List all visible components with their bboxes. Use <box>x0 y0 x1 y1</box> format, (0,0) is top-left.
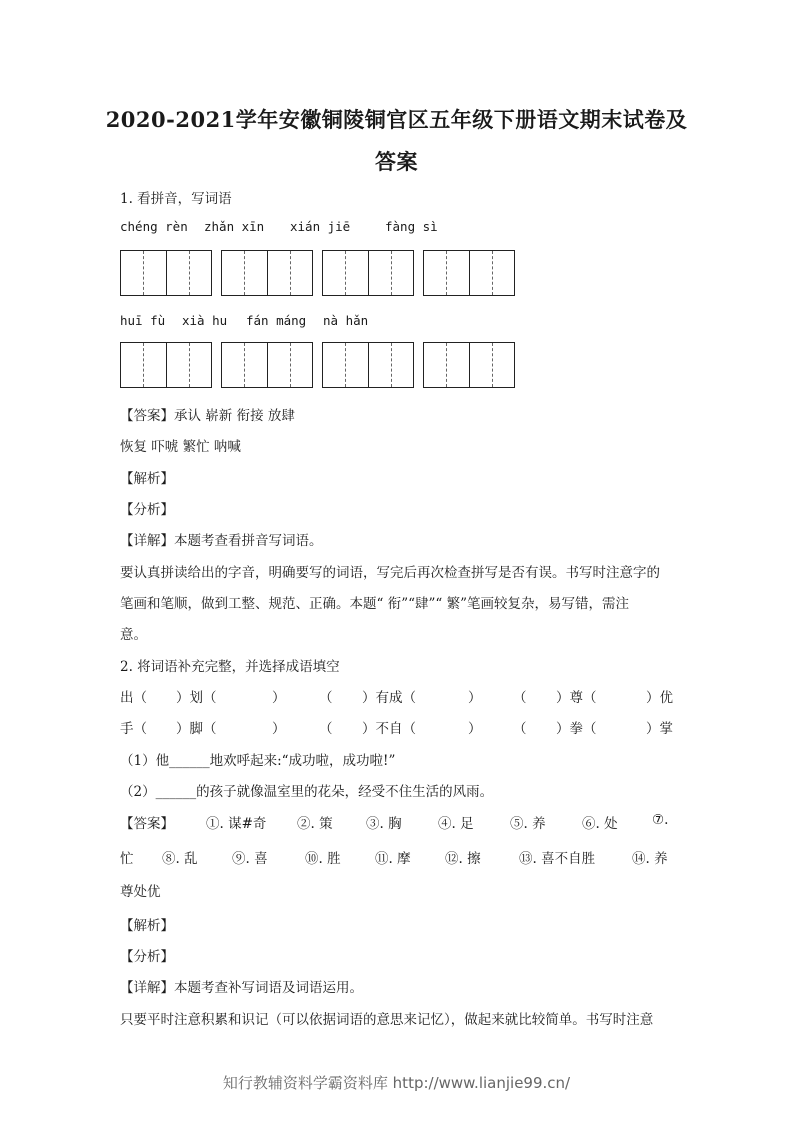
q1-answer: 【答案】承认 崭新 衔接 放肆 <box>120 408 295 424</box>
pinyin-item: xián jiē <box>290 219 351 234</box>
answer-item: ⑥. 处 <box>582 816 618 832</box>
fill-segment: （ <box>513 690 527 706</box>
answer-item: ④. 足 <box>438 816 474 832</box>
fill-segment: ）不自（ <box>362 721 416 737</box>
q2-fenxi: 【分析】 <box>120 949 174 965</box>
writing-box[interactable] <box>322 342 414 388</box>
answer-item: ⑫. 擦 <box>445 851 481 867</box>
q2-answer-line3: 尊处优 <box>120 884 161 900</box>
q1-paragraph-line: 笔画和笔顺，做到工整、规范、正确。本题“ 衔”“肆”“ 繁”笔画较复杂，易写错，需注 <box>120 596 629 612</box>
fill-segment: 出（ <box>120 690 147 706</box>
q2-sentence-1: （1）他______地欢呼起来:“成功啦，成功啦!” <box>120 753 396 769</box>
pinyin-item: fán máng <box>246 313 307 328</box>
fill-segment: ）脚（ <box>176 721 217 737</box>
answer-label: 【答案】 <box>120 816 174 832</box>
q1-paragraph-line: 要认真拼读给出的字音，明确要写的词语，写完后再次检查拼写是否有误。书写时注意字的 <box>120 565 660 581</box>
q2-jiexi: 【解析】 <box>120 918 174 934</box>
pinyin-item: zhǎn xīn <box>204 219 265 234</box>
answer-item: ②. 策 <box>297 816 333 832</box>
writing-box[interactable] <box>221 250 313 296</box>
q2-xiangjie: 【详解】本题考查补写词语及词语运用。 <box>120 980 363 996</box>
pinyin-item: xià hu <box>182 313 228 328</box>
writing-box[interactable] <box>120 250 212 296</box>
answer-item: ⑬. 喜不自胜 <box>519 851 596 867</box>
writing-box[interactable] <box>221 342 313 388</box>
writing-box[interactable] <box>120 342 212 388</box>
footer-watermark: 知行教辅资料学霸资料库 http://www.lianjie99.cn/ <box>222 1074 571 1092</box>
fill-segment: ）掌 <box>646 721 673 737</box>
q1-xiangjie: 【详解】本题考查看拼音写词语。 <box>120 533 323 549</box>
answer-item: ⑪. 摩 <box>375 851 411 867</box>
q1-paragraph-line: 意。 <box>120 627 147 643</box>
page-title: 2020-2021学年安徽铜陵铜官区五年级下册语文期末试卷及 <box>105 107 688 132</box>
answer-item: ⑤. 养 <box>510 816 546 832</box>
answer-item: ③. 胸 <box>366 816 402 832</box>
pinyin-item: fàng sì <box>385 219 438 234</box>
q2-paragraph-line: 只要平时注意积累和识记（可以依据词语的意思来记忆），做起来就比较简单。书写时注意 <box>120 1012 654 1028</box>
q1-answer-line2: 恢复 吓唬 繁忙 呐喊 <box>120 439 241 455</box>
fill-segment: ）划（ <box>176 690 217 706</box>
q2-sentence-2: （2）______的孩子就像温室里的花朵，经受不住生活的风雨。 <box>120 784 494 800</box>
fill-segment: ） <box>468 721 482 737</box>
q1-jiexi: 【解析】 <box>120 471 174 487</box>
answer-item: ⑨. 喜 <box>232 851 268 867</box>
writing-box[interactable] <box>322 250 414 296</box>
answer-item: ⑭. 养 <box>632 851 668 867</box>
fill-segment: （ <box>319 721 333 737</box>
answer-item: ⑦. <box>652 812 669 828</box>
fill-segment: ）优 <box>646 690 673 706</box>
fill-segment: ）尊（ <box>556 690 597 706</box>
answer-item: 忙 <box>120 851 134 867</box>
pinyin-item: huī fù <box>120 313 166 328</box>
fill-segment: ） <box>272 690 286 706</box>
pinyin-item: chéng rèn <box>120 219 188 234</box>
fill-segment: ）拳（ <box>556 721 597 737</box>
q1-fenxi: 【分析】 <box>120 502 174 518</box>
answer-item: ①. 谋#奇 <box>206 816 267 832</box>
fill-segment: 手（ <box>120 721 147 737</box>
answer-item: ⑩. 胜 <box>305 851 341 867</box>
fill-segment: ）有成（ <box>362 690 416 706</box>
pinyin-item: nà hǎn <box>323 313 369 328</box>
q1-heading: 1. 看拼音，写词语 <box>120 191 232 207</box>
fill-segment: （ <box>319 690 333 706</box>
fill-segment: （ <box>513 721 527 737</box>
q2-heading: 2. 将词语补充完整，并选择成语填空 <box>120 659 340 675</box>
writing-box[interactable] <box>423 250 515 296</box>
fill-segment: ） <box>468 690 482 706</box>
answer-item: ⑧. 乱 <box>162 851 198 867</box>
page-title-line2: 答案 <box>375 149 418 174</box>
writing-box[interactable] <box>423 342 515 388</box>
fill-segment: ） <box>272 721 286 737</box>
